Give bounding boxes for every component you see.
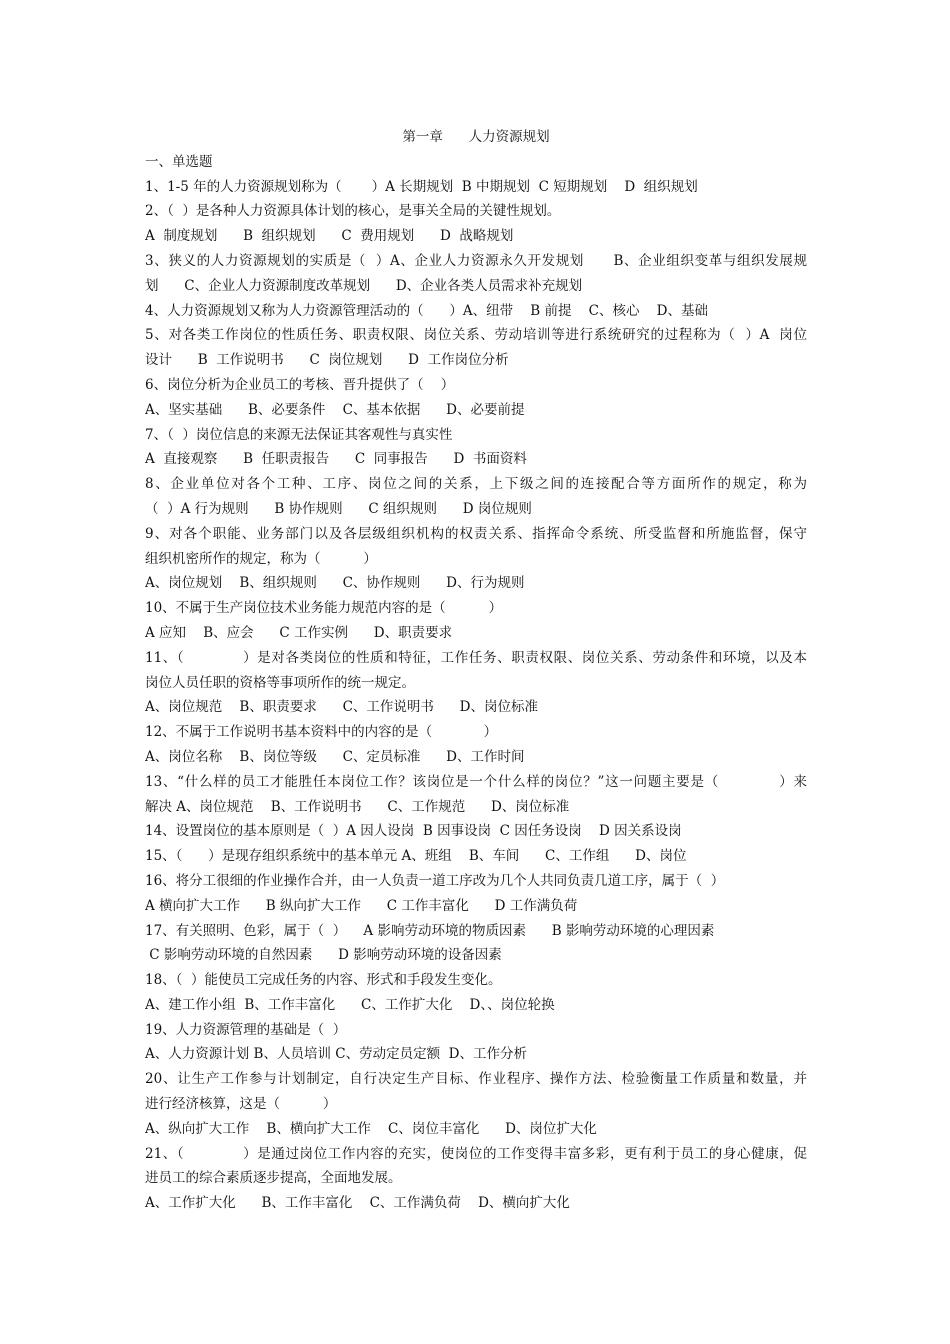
text-line: 21、（ ）是通过岗位工作内容的充实，使岗位的工作变得丰富多彩，更有利于员工的身心健康，促: [145, 1145, 807, 1162]
text-line: 解决 A、岗位规范 B、工作说明书 C、工作规范 D、岗位标准: [145, 798, 570, 815]
text-line: 18、（ ）能使员工完成任务的内容、形式和手段发生变化。: [145, 972, 502, 989]
text-line: 3、狭义的人力资源规划的实质是（ ）A、企业人力资源永久开发规划 B、企业组织变革与组织发展规: [145, 252, 807, 269]
text-line: A、纵向扩大工作 B、横向扩大工作 C、岗位丰富化 D、岗位扩大化: [145, 1120, 597, 1137]
text-line: 8、企业单位对各个工种、工序、岗位之间的关系，上下级之间的连接配合等方面所作的规定，称为: [145, 476, 807, 493]
text-line: C 影响劳动环境的自然因素 D 影响劳动环境的设备因素: [145, 947, 502, 964]
text-line: A、工作扩大化 B、工作丰富化 C、工作满负荷 D、横向扩大化: [145, 1195, 570, 1212]
text-line: 10、不属于生产岗位技术业务能力规范内容的是（ ）: [145, 600, 503, 617]
text-line: 划 C、企业人力资源制度改革规划 D、企业各类人员需求补充规划: [145, 277, 583, 294]
text-line: 7、（ ）岗位信息的来源无法保证其客观性与真实性: [145, 426, 453, 443]
text-line: 设计 B 工作说明书 C 岗位规划 D 工作岗位分析: [145, 352, 509, 369]
text-line: 2、（ ）是各种人力资源具体计划的核心，是事关全局的关键性规划。: [145, 203, 561, 220]
document-page: [145, 125, 807, 1216]
text-line: 14、设置岗位的基本原则是（ ）A 因人设岗 B 因事设岗 C 因任务设岗 D 因关系设岗: [145, 823, 682, 840]
text-line: A、岗位名称 B、岗位等级 C、定员标准 D、工作时间: [145, 748, 525, 765]
text-line: 16、将分工很细的作业操作合并，由一人负责一道工序改为几个人共同负责几道工序，属于（ ）: [145, 872, 725, 889]
chapter-title: 第一章 人力资源规划: [402, 129, 550, 145]
text-line: 组织机密所作的规定，称为（ ）: [145, 550, 377, 567]
text-line: A、人力资源计划 B、人员培训 C、劳动定员定额 D、工作分析: [145, 1046, 527, 1063]
text-line: A、坚实基础 B、必要条件 C、基本依据 D、必要前提: [145, 401, 525, 418]
text-line: 6、岗位分析为企业员工的考核、晋升提供了（ ）: [145, 376, 455, 393]
text-line: 12、不属于工作说明书基本资料中的内容的是（ ）: [145, 724, 498, 741]
text-line: 1、1-5 年的人力资源规划称为（ ）A 长期规划 B 中期规划 C 短期规划 D 组织规划: [145, 178, 698, 195]
text-line: 进行经济核算，这是（ ）: [145, 1096, 337, 1113]
question-list: [145, 150, 807, 1216]
text-line: 岗位人员任职的资格等事项所作的统一规定。: [145, 674, 415, 691]
text-line: 一、单选题: [145, 153, 213, 170]
text-line: A 应知 B、应会 C 工作实例 D、职责要求: [145, 624, 453, 641]
text-line: A、岗位规范 B、职责要求 C、工作说明书 D、岗位标准: [145, 699, 538, 716]
text-line: A 直接观察 B 任职责报告 C 同事报告 D 书面资料: [145, 451, 527, 468]
text-line: A 横向扩大工作 B 纵向扩大工作 C 工作丰富化 D 工作满负荷: [145, 897, 578, 914]
text-line: 20、让生产工作参与计划制定，自行决定生产目标、作业程序、操作方法、检验衡量工作质量和数量，并: [145, 1071, 807, 1088]
text-line: 4、人力资源规划又称为人力资源管理活动的（ ）A、纽带 B 前提 C、核心 D、基础: [145, 302, 708, 319]
text-line: 5、对各类工作岗位的性质任务、职责权限、岗位关系、劳动培训等进行系统研究的过程称为（ ）A 岗位: [145, 327, 807, 344]
text-line: 进员工的综合素质逐步提高，全面地发展。: [145, 1170, 402, 1187]
text-line: A、建工作小组 B、工作丰富化 C、工作扩大化 D、、岗位轮换: [145, 996, 555, 1013]
text-line: 9、对各个职能、业务部门以及各层级组织机构的权责关系、指挥命令系统、所受监督和所施监督，保守: [145, 525, 807, 542]
text-line: 15、（ ）是现存组织系统中的基本单元 A、班组 B、车间 C、工作组 D、岗位: [145, 848, 687, 865]
text-line: A、岗位规划 B、组织规则 C、协作规则 D、行为规则: [145, 575, 525, 592]
text-line: 13、“什么样的员工才能胜任本岗位工作？该岗位是一个什么样的岗位？”这一问题主要是（ ）来: [145, 773, 807, 790]
text-line: 19、人力资源管理的基础是（ ）: [145, 1021, 347, 1038]
text-line: 17、有关照明、色彩，属于（ ） A 影响劳动环境的物质因素 B 影响劳动环境的心理因素: [145, 922, 715, 939]
text-line: 11、（ ）是对各类岗位的性质和特征，工作任务、职责权限、岗位关系、劳动条件和环境，以及本: [145, 649, 807, 666]
text-line: （ ）A 行为规则 B 协作规则 C 组织规则 D 岗位规则: [145, 500, 532, 517]
text-line: A 制度规划 B 组织规划 C 费用规划 D 战略规划: [145, 228, 514, 245]
